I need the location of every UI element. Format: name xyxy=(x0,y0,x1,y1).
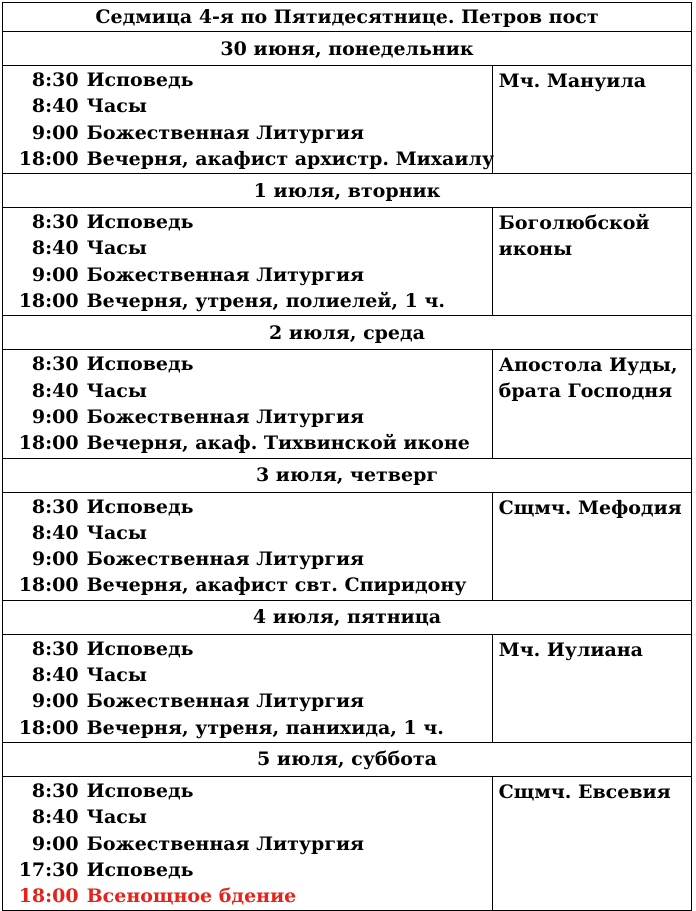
day-services-row xyxy=(3,208,692,316)
service-time: 18:00 xyxy=(18,574,79,597)
service-names xyxy=(83,634,493,742)
day-date: 1 июля, вторник xyxy=(3,174,692,208)
service-time: 8:30 xyxy=(31,69,79,91)
day-date: 2 июля, среда xyxy=(3,316,692,350)
saint-commemoration: Сщмч. Мефодия xyxy=(492,492,691,600)
service-name: Божественная Литургия xyxy=(86,121,365,144)
service-name: Часы xyxy=(86,521,147,544)
service-times xyxy=(3,66,83,174)
service-name: Исповедь xyxy=(86,779,194,802)
service-name: Исповедь xyxy=(86,495,194,518)
day-header-row xyxy=(3,32,692,66)
service-name: Вечерня, акафист архистр. Михаилу xyxy=(86,147,495,170)
service-name: Часы xyxy=(86,95,147,118)
day-services-row xyxy=(3,776,692,910)
service-name: Исповедь xyxy=(86,211,194,234)
day-date: 30 июня, понедельник xyxy=(3,32,692,66)
service-times xyxy=(3,208,83,316)
service-time: 8:40 xyxy=(31,237,79,260)
day-services-row xyxy=(3,492,692,600)
day-services-row xyxy=(3,634,692,742)
title-row xyxy=(3,3,692,32)
service-name: Часы xyxy=(86,237,147,260)
service-times xyxy=(3,492,83,600)
service-time: 8:40 xyxy=(31,95,79,118)
service-times xyxy=(3,634,83,742)
service-time: 18:00 xyxy=(18,147,79,170)
service-name: Исповедь xyxy=(86,353,194,376)
service-time: 8:30 xyxy=(31,779,79,802)
service-time: 18:00 xyxy=(18,716,79,739)
service-name: Вечерня, акаф. Тихвинской иконе xyxy=(86,432,470,455)
saint-commemoration: Апостола Иуды, брата Господня xyxy=(492,350,691,458)
day-services-row xyxy=(3,350,692,458)
schedule-title: Седмица 4-я по Пятидесятнице. Петров пост xyxy=(3,3,692,32)
service-name: Божественная Литургия xyxy=(86,548,365,571)
day-date: 4 июля, пятница xyxy=(3,600,692,634)
day-header-row xyxy=(3,174,692,208)
service-time: 17:30 xyxy=(18,858,79,881)
service-names xyxy=(83,208,493,316)
service-name: Божественная Литургия xyxy=(86,263,365,286)
service-time: 9:00 xyxy=(31,832,79,855)
day-header-row xyxy=(3,742,692,776)
service-names xyxy=(83,492,493,600)
day-services-row xyxy=(3,66,692,174)
service-name: Исповедь xyxy=(86,69,194,91)
service-name: Часы xyxy=(86,806,147,829)
schedule-table xyxy=(2,2,692,911)
service-names xyxy=(83,776,493,910)
saint-commemoration: Мч. Мануила xyxy=(492,66,691,174)
service-names xyxy=(83,350,493,458)
service-time: 8:30 xyxy=(31,637,79,660)
service-name: Всенощное бдение xyxy=(86,885,297,908)
service-name: Часы xyxy=(86,664,147,687)
day-header-row xyxy=(3,600,692,634)
service-time: 9:00 xyxy=(31,121,79,144)
day-date: 3 июля, четверг xyxy=(3,458,692,492)
service-time: 9:00 xyxy=(31,263,79,286)
service-time: 8:40 xyxy=(31,521,79,544)
service-times xyxy=(3,350,83,458)
service-time: 8:40 xyxy=(31,379,79,402)
day-header-row xyxy=(3,458,692,492)
service-time: 18:00 xyxy=(18,432,79,455)
service-name: Божественная Литургия xyxy=(86,405,365,428)
service-time: 9:00 xyxy=(31,548,79,571)
service-name: Вечерня, утреня, панихида, 1 ч. xyxy=(86,716,444,739)
service-time: 18:00 xyxy=(18,885,79,908)
day-date: 5 июля, суббота xyxy=(3,742,692,776)
service-time: 8:30 xyxy=(31,495,79,518)
day-header-row xyxy=(3,316,692,350)
saint-commemoration: Мч. Иулиана xyxy=(492,634,691,742)
service-time: 9:00 xyxy=(31,405,79,428)
service-names xyxy=(83,66,493,174)
schedule-sheet xyxy=(2,2,692,911)
saint-commemoration: Сщмч. Евсевия xyxy=(492,776,691,910)
service-time: 8:40 xyxy=(31,664,79,687)
service-name: Часы xyxy=(86,379,147,402)
service-times xyxy=(3,776,83,910)
service-time: 8:30 xyxy=(31,353,79,376)
service-time: 8:30 xyxy=(31,211,79,234)
service-name: Вечерня, утреня, полиелей, 1 ч. xyxy=(86,290,446,313)
service-time: 9:00 xyxy=(31,690,79,713)
service-name: Божественная Литургия xyxy=(86,832,365,855)
service-name: Божественная Литургия xyxy=(86,690,365,713)
service-name: Исповедь xyxy=(86,858,194,881)
saint-commemoration: Боголюбской иконы xyxy=(492,208,691,316)
service-name: Исповедь xyxy=(86,637,194,660)
service-time: 18:00 xyxy=(18,290,79,313)
service-name: Вечерня, акафист свт. Спиридону xyxy=(86,574,467,597)
service-time: 8:40 xyxy=(31,806,79,829)
